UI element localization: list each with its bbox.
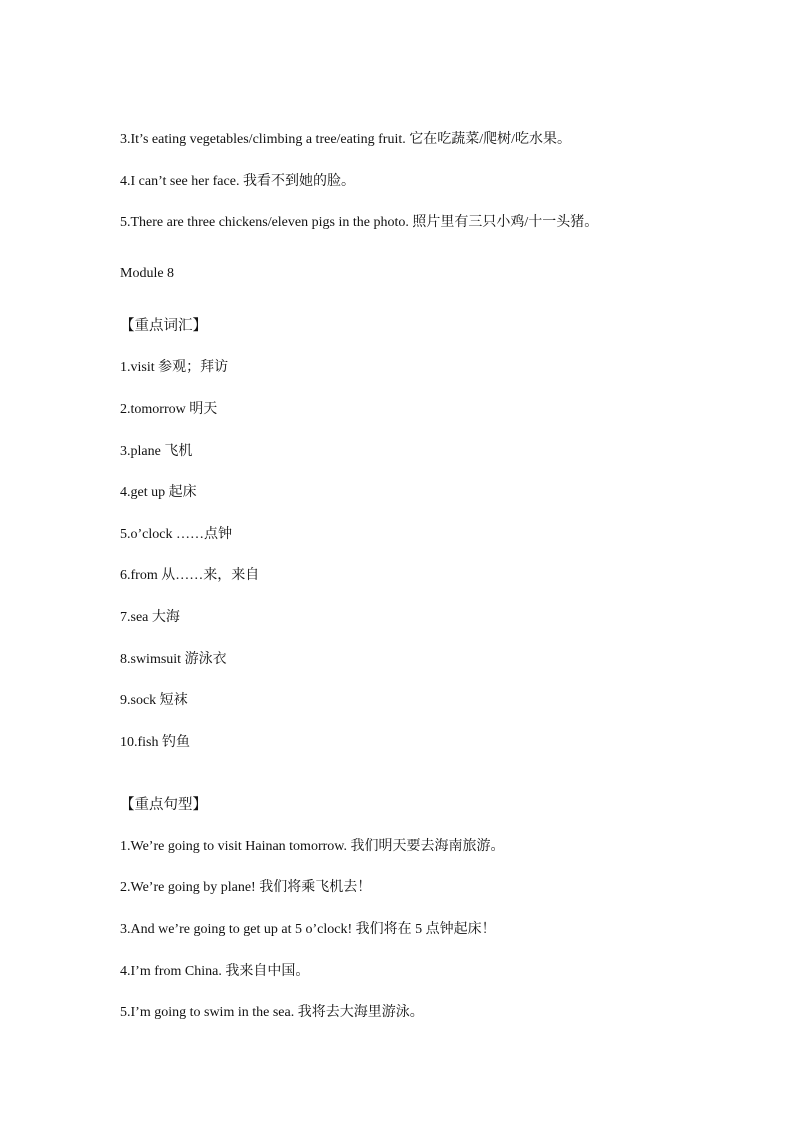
vocab-item: 8.swimsuit 游泳衣: [120, 652, 227, 667]
sentence-item: 1.We’re going to visit Hainan tomorrow. 我们明天要去海南旅游。: [120, 839, 505, 854]
vocab-item: 3.plane 飞机: [120, 444, 193, 459]
module-title: Module 8: [120, 266, 175, 281]
sentence-heading: 【重点句型】: [120, 797, 207, 813]
vocab-item: 2.tomorrow 明天: [120, 402, 218, 417]
vocab-item: 9.sock 短袜: [120, 693, 188, 708]
sentence-item: 4.I’m from China. 我来自中国。: [120, 964, 310, 979]
vocab-item: 4.get up 起床: [120, 485, 197, 500]
vocab-item: 6.from 从……来，来自: [120, 568, 260, 583]
sentence-item: 2.We’re going by plane! 我们将乘飞机去！: [120, 880, 372, 895]
top-sentence-3: 3.It’s eating vegetables/climbing a tree/eating fruit. 它在吃蔬菜/爬树/吃水果。: [120, 132, 572, 147]
top-sentence-5: 5.There are three chickens/eleven pigs in the photo. 照片里有三只小鸡/十一头猪。: [120, 215, 599, 230]
vocab-item: 5.o’clock ……点钟: [120, 527, 232, 542]
vocab-item: 1.visit 参观；拜访: [120, 360, 229, 375]
vocab-heading: 【重点词汇】: [120, 318, 207, 334]
vocab-item: 7.sea 大海: [120, 610, 180, 625]
sentence-item: 5.I’m going to swim in the sea. 我将去大海里游泳。: [120, 1005, 424, 1020]
sentence-item: 3.And we’re going to get up at 5 o’clock! 我们将在 5 点钟起床！: [120, 922, 496, 937]
top-sentence-4: 4.I can’t see her face. 我看不到她的脸。: [120, 174, 355, 189]
vocab-item: 10.fish 钓鱼: [120, 735, 190, 750]
